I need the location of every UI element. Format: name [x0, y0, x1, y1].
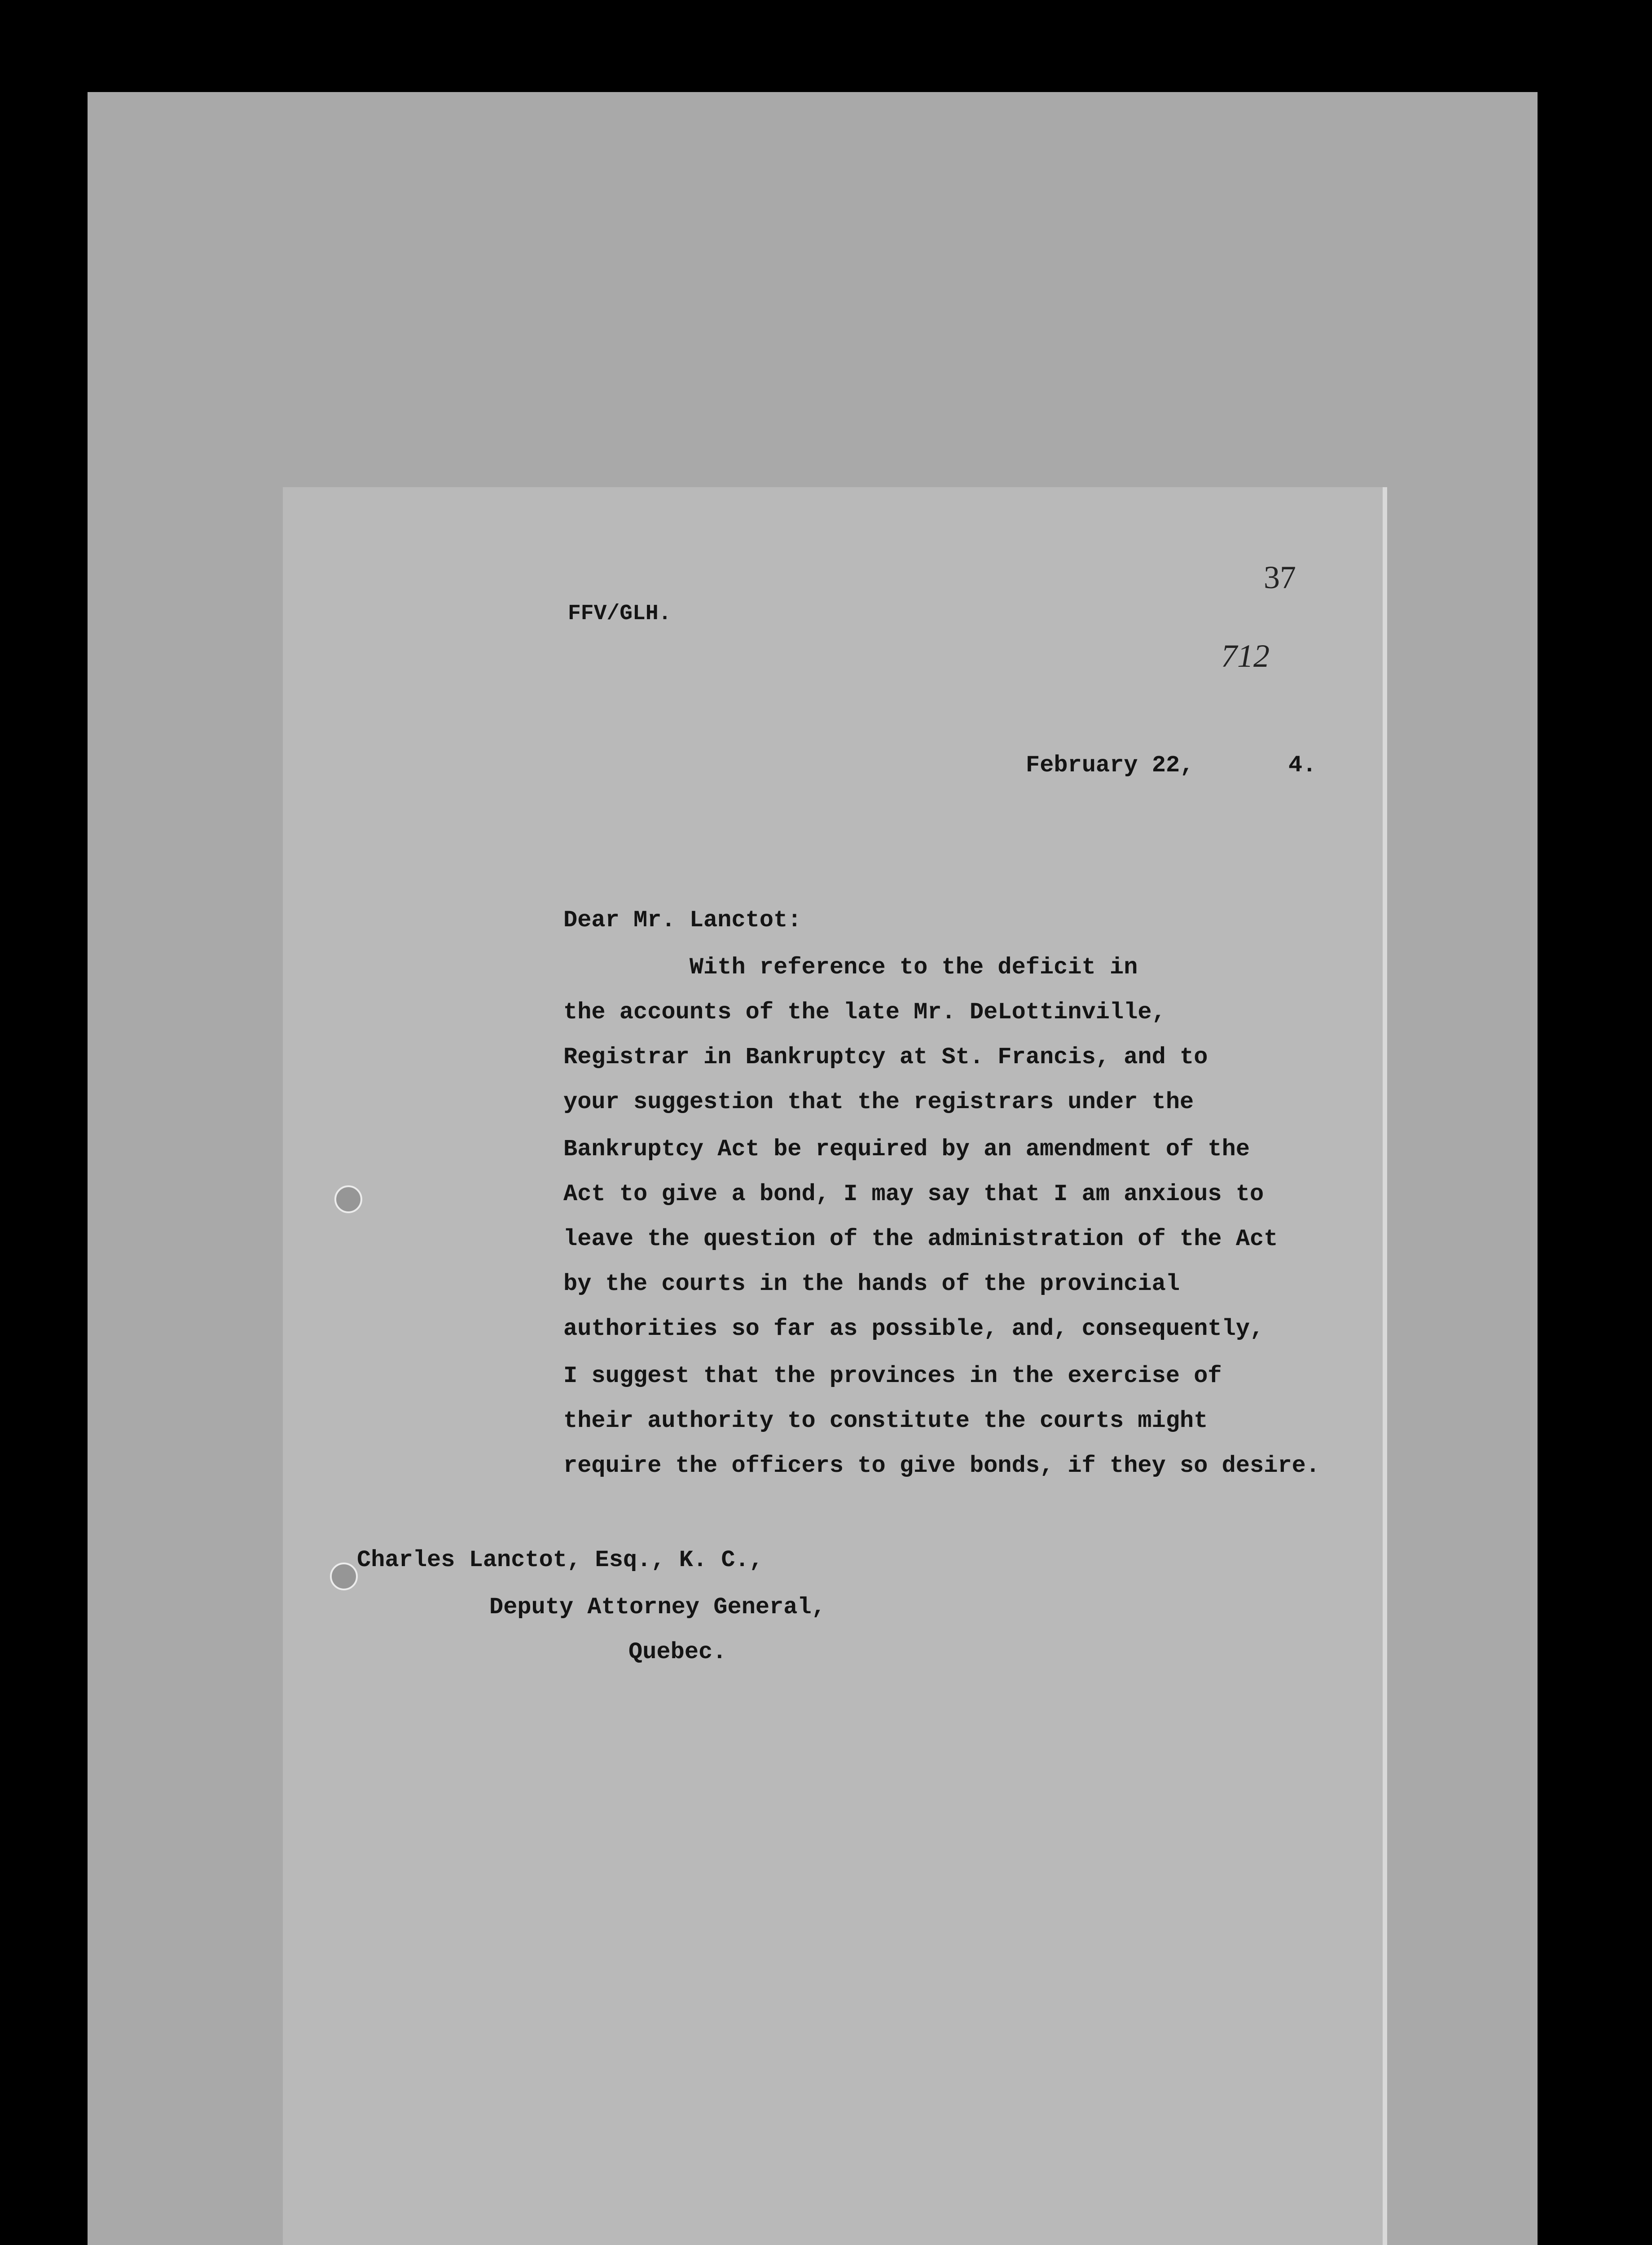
body-line: your suggestion that the registrars under the [563, 1089, 1194, 1115]
body-line: their authority to constitute the courts might [563, 1408, 1208, 1434]
addressee-name: Charles Lanctot, Esq., K. C., [357, 1547, 763, 1573]
addressee-title: Deputy Attorney General, [489, 1594, 826, 1620]
body-line: Act to give a bond, I may say that I am anxious to [563, 1181, 1264, 1207]
body-line: require the officers to give bonds, if they so desire. [563, 1453, 1320, 1479]
letter-date: February 22, [1026, 752, 1194, 779]
punch-hole [334, 1185, 362, 1213]
folio-number: 712 [1221, 638, 1270, 674]
punch-hole [330, 1563, 358, 1590]
body-line: With reference to the deficit in [563, 954, 1138, 981]
reference-initials: FFV/GLH. [568, 602, 672, 626]
salutation: Dear Mr. Lanctot: [563, 907, 802, 933]
body-line: authorities so far as possible, and, consequently, [563, 1316, 1264, 1342]
body-line: by the courts in the hands of the provincial [563, 1271, 1180, 1297]
body-line: Bankruptcy Act be required by an amendment of the [563, 1136, 1250, 1162]
body-line: Registrar in Bankruptcy at St. Francis, and to [563, 1044, 1208, 1070]
addressee-location: Quebec. [628, 1639, 727, 1665]
body-line: the accounts of the late Mr. DeLottinville, [563, 999, 1166, 1026]
letter-date-suffix: 4. [1288, 752, 1317, 779]
folio-number: 37 [1264, 559, 1296, 595]
body-line: I suggest that the provinces in the exercise of [563, 1363, 1222, 1389]
body-line: leave the question of the administration of the Act [563, 1226, 1278, 1252]
